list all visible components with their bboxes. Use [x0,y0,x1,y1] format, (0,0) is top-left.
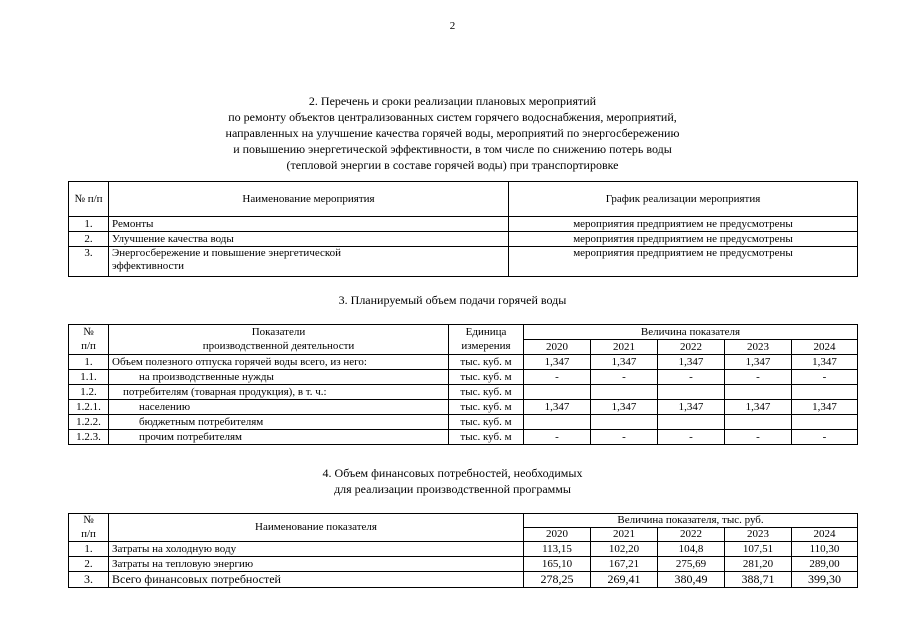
year-header: 2024 [792,528,858,542]
event-name: Ремонты [109,217,509,232]
header-cell: Показатели [109,325,449,340]
value-cell: 1,347 [792,355,858,370]
value-cell: 167,21 [591,557,658,572]
indicator-name: на производственные нужды [109,370,449,385]
table-header-row [69,182,858,217]
value-cell: 275,69 [658,557,725,572]
value-cell [524,385,591,400]
year-header: 2024 [792,340,858,355]
header-cell: № [69,325,109,340]
section-2-title-line: направленных на улучшение качества горячей воды, мероприятий по энергосбережению [225,126,680,140]
section-4-title [0,465,905,497]
value-cell [792,415,858,430]
indicator-name: Затраты на тепловую энергию [109,557,524,572]
value-cell [591,415,658,430]
value-cell: 399,30 [792,572,858,588]
header-cell: п/п [69,528,109,542]
table-header-row [69,325,858,340]
value-cell [524,415,591,430]
indicator-name: Затраты на холодную воду [109,542,524,557]
unit-cell: тыс. куб. м [449,415,524,430]
row-number: 1.2. [69,385,109,400]
value-cell: - [591,430,658,445]
table-row [69,430,858,445]
value-cell: - [725,430,792,445]
value-cell [725,415,792,430]
value-cell: 380,49 [658,572,725,588]
value-cell [658,385,725,400]
table-row [69,542,858,557]
year-header: 2021 [591,528,658,542]
unit-cell: тыс. куб. м [449,355,524,370]
value-cell: 1,347 [524,400,591,415]
section-2-title-line: (тепловой энергии в составе горячей воды) при транспортировке [286,158,619,172]
row-number: 2. [69,232,109,247]
header-cell: Наименование мероприятия [109,182,509,217]
value-cell: 102,20 [591,542,658,557]
indicator-name: Всего финансовых потребностей [109,572,524,588]
value-cell: 289,00 [792,557,858,572]
table-header-row [69,340,858,355]
year-header: 2020 [524,340,591,355]
row-number: 1.2.3. [69,430,109,445]
value-cell: - [524,430,591,445]
event-name: Улучшение качества воды [109,232,509,247]
event-schedule: мероприятия предприятием не предусмотрены [509,247,858,277]
section-2-title-line: 2. Перечень и сроки реализации плановых мероприятий [308,94,597,108]
value-cell [658,415,725,430]
year-header: 2022 [658,528,725,542]
unit-cell: тыс. куб. м [449,400,524,415]
value-cell: 1,347 [725,355,792,370]
value-cell [725,385,792,400]
page-number: 2 [449,20,456,32]
indicator-name: населению [109,400,449,415]
indicator-name: бюджетным потребителям [109,415,449,430]
table-row [69,400,858,415]
header-cell: № п/п [69,182,109,217]
value-cell: - [725,370,792,385]
header-cell: № [69,514,109,528]
value-cell: 165,10 [524,557,591,572]
financial-needs-table [68,513,858,588]
table-row [69,385,858,400]
header-cell: п/п [69,340,109,355]
section-4-title-line: для реализации производственной программы [334,482,571,496]
year-header: 2023 [725,340,792,355]
table-row [69,232,858,247]
year-header: 2020 [524,528,591,542]
supply-volume-table [68,324,858,445]
value-cell [591,385,658,400]
value-cell: - [591,370,658,385]
indicator-name: Объем полезного отпуска горячей воды всего, из него: [109,355,449,370]
table-row [69,557,858,572]
row-number: 3. [69,247,109,277]
value-cell: 110,30 [792,542,858,557]
row-number: 1.2.1. [69,400,109,415]
value-cell: 1,347 [524,355,591,370]
unit-cell: тыс. куб. м [449,385,524,400]
year-header: 2022 [658,340,725,355]
header-cell: Наименование показателя [109,514,524,542]
header-cell: Величина показателя [524,325,858,340]
row-number: 2. [69,557,109,572]
event-schedule: мероприятия предприятием не предусмотрены [509,232,858,247]
table-row-total [69,572,858,588]
row-number: 1. [69,355,109,370]
year-header: 2023 [725,528,792,542]
value-cell: - [658,430,725,445]
event-name: Энергосбережение и повышение энергетической эффективности [109,247,509,277]
value-cell: - [792,430,858,445]
indicator-name: прочим потребителям [109,430,449,445]
value-cell: - [658,370,725,385]
section-2-title-line: по ремонту объектов централизованных систем горячего водоснабжения, мероприятий, [228,110,677,124]
row-number: 1.2.2. [69,415,109,430]
header-cell: Единица [449,325,524,340]
section-2-title-line: и повышению энергетической эффективности, в том числе по снижению потерь воды [233,142,672,156]
value-cell: 1,347 [658,355,725,370]
value-cell: 388,71 [725,572,792,588]
events-table [68,181,858,277]
table-row [69,415,858,430]
header-cell: Величина показателя, тыс. руб. [524,514,858,528]
table-header-row [69,514,858,528]
table-row [69,217,858,232]
value-cell [792,385,858,400]
unit-cell: тыс. куб. м [449,370,524,385]
row-number: 1.1. [69,370,109,385]
indicator-name: потребителям (товарная продукция), в т. ч.: [109,385,449,400]
value-cell: 278,25 [524,572,591,588]
row-number: 3. [69,572,109,588]
section-2-title [0,93,905,173]
value-cell: 104,8 [658,542,725,557]
value-cell: 1,347 [591,400,658,415]
value-cell: 281,20 [725,557,792,572]
table-row [69,370,858,385]
value-cell: - [792,370,858,385]
row-number: 1. [69,542,109,557]
table-row [69,247,858,277]
value-cell: 107,51 [725,542,792,557]
value-cell: 269,41 [591,572,658,588]
year-header: 2021 [591,340,658,355]
value-cell: 1,347 [725,400,792,415]
value-cell: 1,347 [658,400,725,415]
header-cell: График реализации мероприятия [509,182,858,217]
value-cell: 1,347 [591,355,658,370]
value-cell: - [524,370,591,385]
unit-cell: тыс. куб. м [449,430,524,445]
event-schedule: мероприятия предприятием не предусмотрены [509,217,858,232]
section-4-title-line: 4. Объем финансовых потребностей, необходимых [322,466,583,480]
header-cell: производственной деятельности [109,340,449,355]
header-cell: измерения [449,340,524,355]
section-3-title: 3. Планируемый объем подачи горячей воды [338,293,567,307]
table-row [69,355,858,370]
value-cell: 1,347 [792,400,858,415]
value-cell: 113,15 [524,542,591,557]
row-number: 1. [69,217,109,232]
